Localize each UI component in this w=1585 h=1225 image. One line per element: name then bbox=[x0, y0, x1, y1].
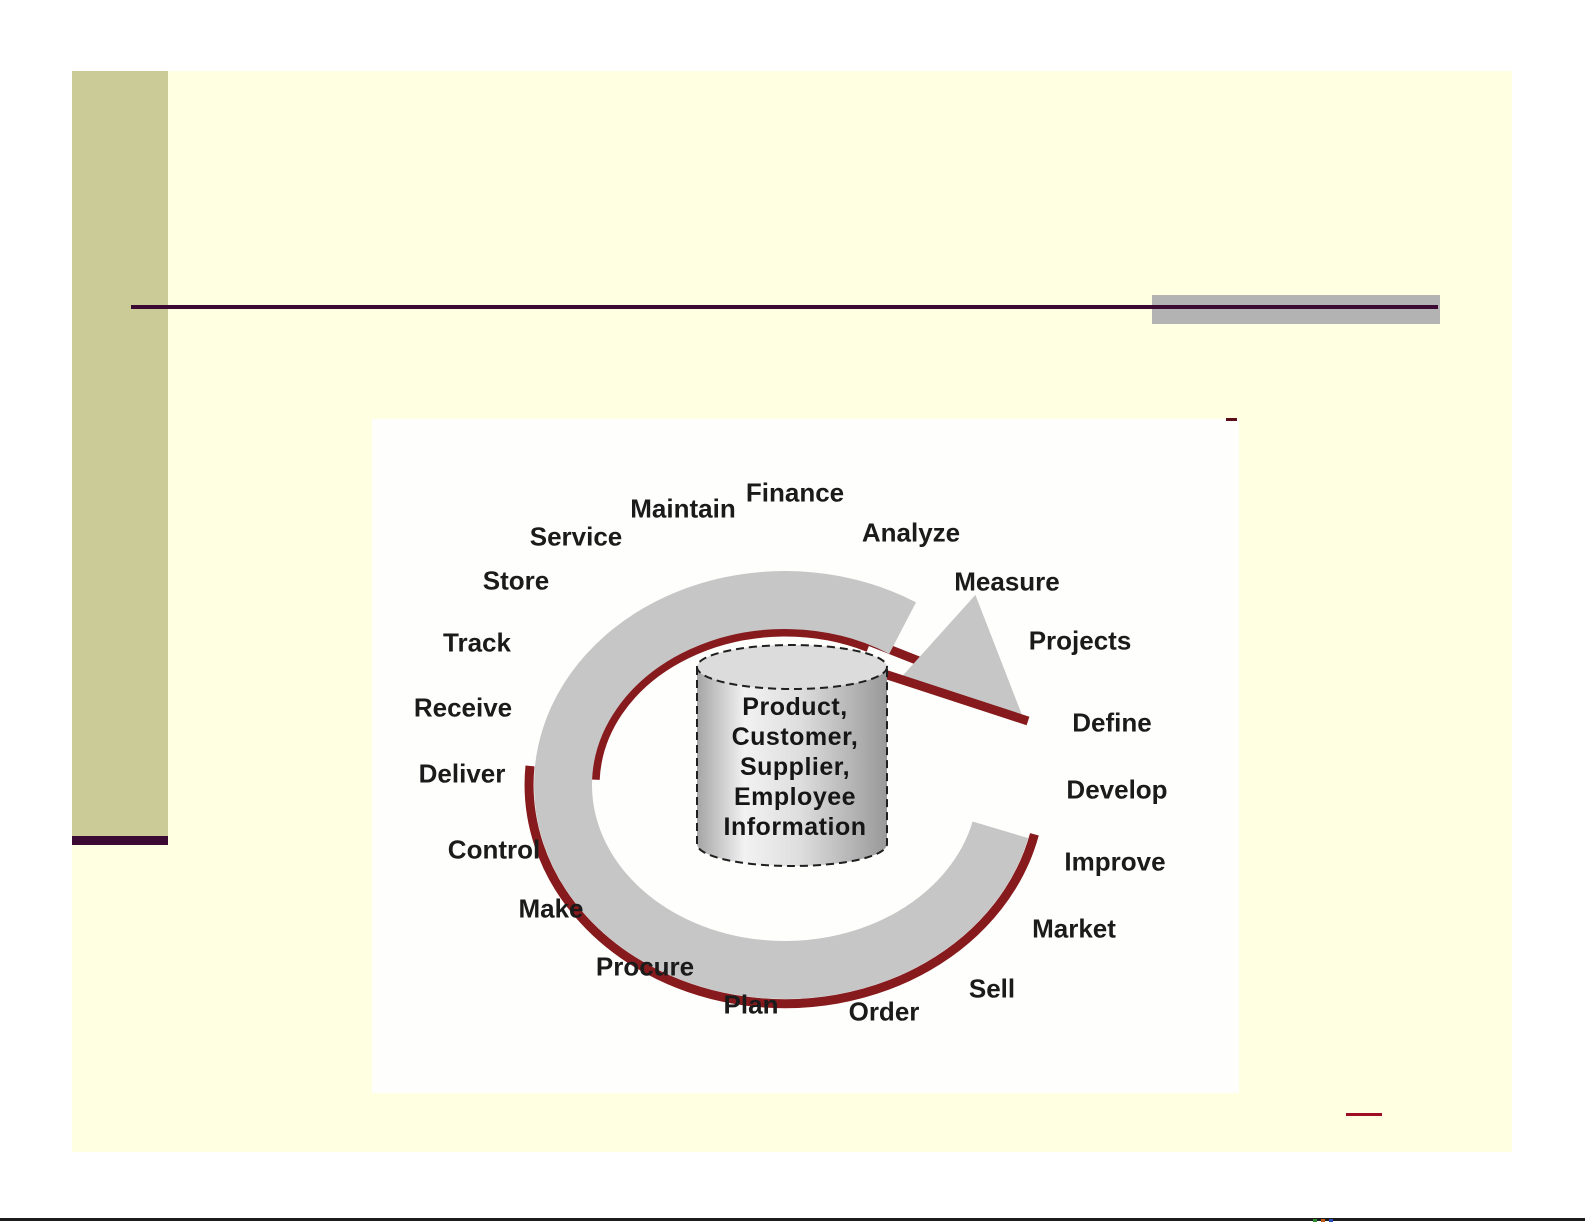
process-label-order: Order bbox=[848, 996, 920, 1027]
red-tick-mark bbox=[1226, 418, 1237, 421]
title-rule-line bbox=[131, 305, 1438, 309]
red-underline-mark bbox=[1346, 1113, 1382, 1116]
process-label-track: Track bbox=[443, 627, 511, 658]
process-labels-layer bbox=[372, 419, 1239, 1093]
diagram-panel bbox=[372, 419, 1239, 1093]
bottom-color-marks bbox=[1313, 1219, 1339, 1222]
database-label-line: Customer, bbox=[731, 723, 859, 751]
bottom-border-line bbox=[0, 1218, 1585, 1221]
process-label-measure: Measure bbox=[954, 566, 1060, 597]
process-label-receive: Receive bbox=[413, 692, 513, 723]
process-label-analyze: Analyze bbox=[861, 517, 961, 548]
process-label-service: Service bbox=[529, 521, 623, 552]
process-label-control: Control bbox=[447, 834, 541, 865]
database-label-line: Information bbox=[723, 813, 867, 841]
process-label-define: Define bbox=[1072, 707, 1152, 738]
database-label-line: Supplier, bbox=[739, 753, 851, 781]
process-label-market: Market bbox=[1032, 913, 1116, 944]
orange-mark bbox=[1321, 1219, 1325, 1222]
sidebar-band bbox=[72, 71, 168, 836]
process-label-deliver: Deliver bbox=[418, 758, 506, 789]
process-label-store: Store bbox=[482, 565, 550, 596]
process-label-procure: Procure bbox=[595, 951, 695, 982]
process-label-projects: Projects bbox=[1028, 625, 1132, 656]
process-label-maintain: Maintain bbox=[630, 493, 736, 524]
slide bbox=[72, 71, 1512, 1152]
green-mark bbox=[1313, 1219, 1317, 1222]
process-label-sell: Sell bbox=[968, 973, 1016, 1004]
sidebar-accent-cap bbox=[72, 836, 168, 845]
database-label-line: Product, bbox=[742, 693, 848, 721]
database-label-line: Employee bbox=[733, 783, 857, 811]
process-label-plan: Plan bbox=[723, 989, 779, 1020]
title-accent-bar bbox=[1152, 295, 1440, 324]
process-label-improve: Improve bbox=[1064, 846, 1166, 877]
process-label-make: Make bbox=[518, 893, 584, 924]
blue-mark bbox=[1329, 1219, 1333, 1222]
process-label-finance: Finance bbox=[745, 477, 845, 508]
process-label-develop: Develop bbox=[1066, 774, 1168, 805]
